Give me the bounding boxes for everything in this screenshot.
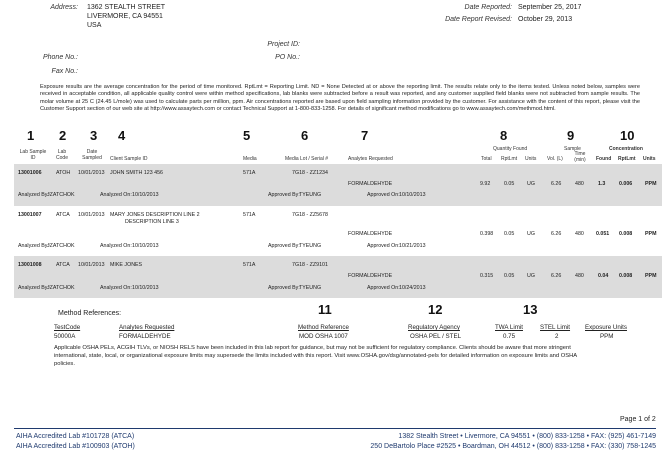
mr-method: MOD OSHA 1007	[299, 333, 348, 340]
lab-code: ATCA	[56, 212, 70, 218]
hdr-concentration: Concentration	[609, 146, 643, 152]
hdr-sample: Sample	[564, 146, 581, 152]
col-number-5: 5	[243, 128, 251, 143]
volume: 6.26	[551, 273, 562, 279]
date-reported-label: Date Reported:	[464, 4, 512, 11]
approved-on: 10/21/2013	[399, 243, 426, 249]
footer-addr1: 1382 Stealth Street • Livermore, CA 94551 • (800) 833-1258 • FAX: (925) 461-7149	[398, 433, 656, 440]
mr-hdr-units: Exposure Units	[585, 324, 627, 331]
approved-by: TYEUNG	[299, 243, 322, 249]
po-label: PO No.:	[275, 54, 300, 61]
lab-code: ATCA	[56, 262, 70, 268]
lab-sample-id: 13001008	[18, 262, 42, 268]
units: UG	[527, 181, 535, 187]
footer-addr2: 250 DeBartolo Place #2525 • Boardman, OH 44512 • (800) 833-1258 • FAX: (330) 758-1245	[370, 443, 656, 450]
approved-by-label: Approved By:	[268, 243, 300, 249]
units: UG	[527, 231, 535, 237]
table-row	[14, 256, 662, 298]
client-sample-id: MIKE JONES	[110, 262, 143, 268]
date-sampled: 10/01/2013	[78, 262, 105, 268]
hdr-c-units: Units	[643, 156, 656, 162]
mr-agency: OSHA PEL / STEL	[410, 333, 462, 340]
approved-by-label: Approved By:	[268, 285, 300, 291]
approved-by-label: Approved By:	[268, 192, 300, 198]
total: 9.92	[480, 181, 491, 187]
col-number-4: 4	[118, 128, 126, 143]
time: 480	[575, 231, 584, 237]
analyzed-by-label: Analyzed By:	[18, 243, 49, 249]
analyte: FORMALDEHYDE	[348, 231, 393, 237]
mr-stel: 2	[555, 333, 559, 340]
media-lot: 7G18 - ZZ9101	[292, 262, 328, 268]
hdr-time: Time (min)	[574, 151, 586, 163]
total: 0.315	[480, 273, 494, 279]
analyzed-on: 10/10/2013	[132, 192, 159, 198]
time: 480	[575, 181, 584, 187]
col-number-7: 7	[361, 128, 369, 143]
hdr-total: Total	[481, 156, 492, 162]
conc-rptlmt: 0.008	[619, 231, 633, 237]
mr-hdr-method: Method Reference	[298, 324, 349, 331]
lab-sample-id: 13001007	[18, 212, 42, 218]
mr-analyte: FORMALDEHYDE	[119, 333, 171, 340]
found: 0.051	[596, 231, 610, 237]
conc-units: PPM	[645, 231, 657, 237]
approved-by: TYEUNG	[299, 285, 322, 291]
date-reported: September 25, 2017	[518, 4, 582, 11]
table-row	[14, 164, 662, 206]
lab-code: ATOH	[56, 170, 71, 176]
analyzed-on-label: Analyzed On:	[100, 192, 132, 198]
hdr-media-lot: Media Lot / Serial #	[285, 156, 329, 162]
project-id-label: Project ID:	[267, 41, 300, 48]
col-number-1: 1	[27, 128, 35, 143]
col-number-9: 9	[567, 128, 575, 143]
date-revised-label: Date Report Revised:	[445, 16, 512, 23]
client-sample-id-line2: DESCRIPTION LINE 3	[125, 219, 179, 225]
mr-hdr-twa: TWA Limit	[495, 324, 523, 331]
results-table	[14, 164, 662, 298]
analyzed-on: 10/10/2013	[132, 243, 159, 249]
footer-divider	[14, 428, 656, 429]
address-line1: 1362 STEALTH STREET	[87, 4, 166, 11]
col-number-10: 10	[620, 128, 635, 143]
rptlmt: 0.05	[504, 231, 515, 237]
total: 0.398	[480, 231, 494, 237]
approved-on-label: Approved On:	[367, 285, 400, 291]
analyzed-by: JZATCHOK	[47, 243, 75, 249]
analyte: FORMALDEHYDE	[348, 181, 393, 187]
col-number-12: 12	[428, 302, 443, 317]
hdr-lab-sample-id: Lab Sample ID	[19, 149, 47, 161]
hdr-analytes: Analytes Requested	[348, 156, 393, 162]
approved-on: 10/24/2013	[399, 285, 426, 291]
media-lot: 7G18 - ZZ1234	[292, 170, 328, 176]
method-references-title: Method References:	[58, 310, 122, 317]
hdr-c-rptlmt: RptLmt	[618, 156, 636, 162]
conc-units: PPM	[645, 273, 657, 279]
media: 571A	[243, 212, 256, 218]
lab-sample-id: 13001006	[18, 170, 42, 176]
analyzed-by-label: Analyzed By:	[18, 285, 49, 291]
hdr-rptlmt: RptLmt	[501, 156, 518, 162]
client-sample-id: MARY JONES DESCRIPTION LINE 2	[110, 212, 200, 218]
approved-on-label: Approved On:	[367, 243, 400, 249]
col-number-8: 8	[500, 128, 508, 143]
mr-hdr-analytes: Analytes Requested	[119, 324, 175, 331]
hdr-vol: Vol. (L)	[547, 156, 563, 162]
media: 571A	[243, 262, 256, 268]
mr-twa: 0.75	[503, 333, 516, 340]
intro-paragraph: Exposure results are the average concentration for the period of time monitored. RptLmt = Reporting Limit. ND = None Detected at or above the reporting limit. The results relate only to the items tested. Unless noted below, samples were received in acceptable condition, all applicable quality control were within method specifications, lab blanks were subtracted before a result was reported, and any customer supplied field blanks were not subtracted from sample results. The molar volume at 25 C (24.45 L/mole) was used to calculate parts per million, ppm. Air concentrations reported are based upon field sampling information provided by the customer. For assistance with the content of this report, please visit the Customer Support section of our web site at http://www.assaytech.com or contact Technical Support at 1-800-833-1258. For details of significant method modifications go to www.assaytech.com/methmod.html.	[40, 84, 640, 113]
hdr-date-sampled: Date Sampled	[82, 149, 102, 161]
date-sampled: 10/01/2013	[78, 170, 105, 176]
mr-hdr-testcode: TestCode	[54, 324, 81, 331]
found: 1.3	[598, 181, 606, 187]
table-row	[14, 206, 662, 256]
analyzed-on: 10/10/2013	[132, 285, 159, 291]
date-sampled: 10/01/2013	[78, 212, 105, 218]
hdr-quantity-found: Quantity Found	[493, 146, 528, 152]
col-number-3: 3	[90, 128, 98, 143]
conc-units: PPM	[645, 181, 657, 187]
address-label: Address:	[50, 4, 78, 11]
method-note: Applicable OSHA PELs, ACGIH TLVs, or NIOSH RELS have been included in this lab report for guidance, but may not be sufficient for regulatory compliance. Clients should be aware that more stringent international, state, local, or organizational exposure limits may supersede the limits included with this report. Visit www.OSHA.gov/dsg/annotated-pels for detailed information on exposure limits and OSHA policies.	[54, 345, 577, 367]
conc-rptlmt: 0.006	[619, 181, 633, 187]
fax-label: Fax No.:	[51, 68, 78, 75]
mr-testcode: 50000A	[54, 333, 76, 340]
col-number-13: 13	[523, 302, 538, 317]
analyzed-on-label: Analyzed On:	[100, 285, 132, 291]
address-line3: USA	[87, 22, 102, 29]
media: 571A	[243, 170, 256, 176]
hdr-lab-code: Lab Code	[56, 149, 68, 161]
footer-lab1: AIHA Accredited Lab #101728 (ATCA)	[16, 433, 135, 440]
mr-units: PPM	[600, 333, 614, 340]
phone-label: Phone No.:	[42, 54, 78, 61]
approved-on-label: Approved On:	[367, 192, 400, 198]
analyzed-by-label: Analyzed By:	[18, 192, 49, 198]
analyzed-on-label: Analyzed On:	[100, 243, 132, 249]
col-number-11: 11	[318, 302, 332, 317]
approved-on: 10/10/2013	[399, 192, 426, 198]
hdr-media: Media	[243, 156, 257, 162]
analyte: FORMALDEHYDE	[348, 273, 393, 279]
mr-hdr-stel: STEL Limit	[540, 324, 571, 331]
time: 480	[575, 273, 584, 279]
hdr-found: Found	[596, 156, 612, 162]
hdr-client-sample-id: Client Sample ID	[110, 156, 148, 162]
mr-hdr-agency: Regulatory Agency	[408, 324, 460, 331]
client-sample-id: JOHN SMITH 123 456	[110, 170, 163, 176]
col-number-6: 6	[301, 128, 309, 143]
volume: 6.26	[551, 231, 562, 237]
col-number-2: 2	[59, 128, 67, 143]
found: 0.04	[598, 273, 609, 279]
rptlmt: 0.05	[504, 181, 515, 187]
rptlmt: 0.05	[504, 273, 515, 279]
approved-by: TYEUNG	[299, 192, 322, 198]
footer-lab2: AIHA Accredited Lab #100903 (ATOH)	[16, 443, 135, 450]
page-number: Page 1 of 2	[620, 416, 656, 423]
date-revised: October 29, 2013	[518, 16, 573, 23]
conc-rptlmt: 0.008	[619, 273, 633, 279]
media-lot: 7G18 - ZZ5678	[292, 212, 328, 218]
address-line2: LIVERMORE, CA 94551	[87, 13, 163, 20]
analyzed-by: JZATCHOK	[47, 285, 75, 291]
units: UG	[527, 273, 535, 279]
volume: 6.26	[551, 181, 562, 187]
analyzed-by: JZATCHOK	[47, 192, 75, 198]
hdr-units: Units	[525, 156, 537, 162]
